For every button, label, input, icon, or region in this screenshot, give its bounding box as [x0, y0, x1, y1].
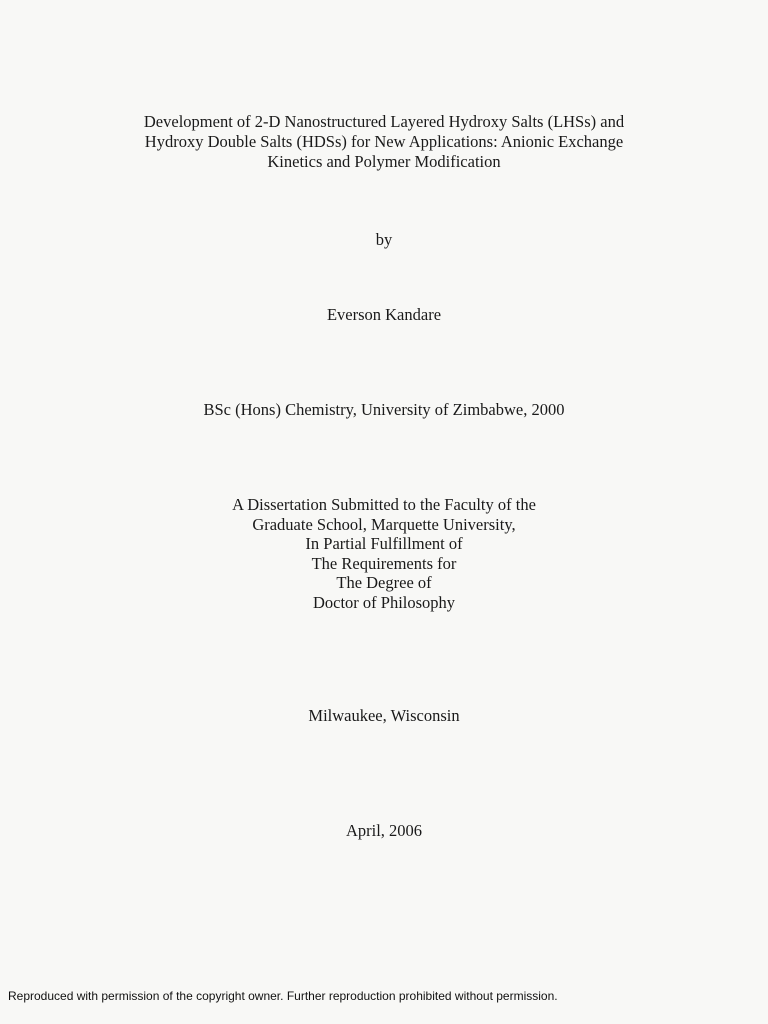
place: Milwaukee, Wisconsin — [308, 706, 460, 725]
statement-line: In Partial Fulfillment of — [305, 534, 463, 553]
title-line: Kinetics and Polymer Modification — [267, 152, 501, 171]
title-line: Hydroxy Double Salts (HDSs) for New Applications: Anionic Exchange — [144, 132, 624, 151]
by-line: by — [375, 230, 393, 249]
statement-line: The Requirements for — [311, 553, 457, 573]
submission-statement — [0, 495, 768, 612]
dissertation-title — [0, 112, 768, 172]
copyright-notice: Reproduced with permission of the copyright owner. Further reproduction prohibited without permission. — [8, 989, 558, 1003]
author-name: Everson Kandare — [326, 305, 442, 324]
statement-line: A Dissertation Submitted to the Faculty of the — [232, 495, 536, 514]
statement-line: Doctor of Philosophy — [312, 592, 456, 612]
statement-line: The Degree of — [336, 573, 432, 592]
prior-degree: BSc (Hons) Chemistry, University of Zimbabwe, 2000 — [203, 400, 565, 419]
submission-date: April, 2006 — [345, 821, 423, 840]
title-line: Development of 2-D Nanostructured Layered Hydroxy Salts (LHSs) and — [143, 112, 625, 131]
statement-line: Graduate School, Marquette University, — [252, 514, 516, 534]
